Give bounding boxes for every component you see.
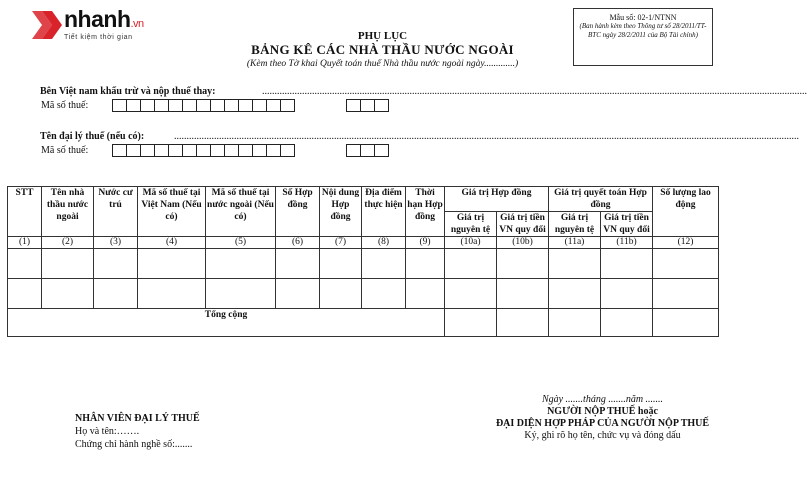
header-country: Nước cư trú [94, 187, 138, 237]
header-contract-original-currency: Giá trị nguyên tệ [445, 212, 497, 237]
header-stt: STT [8, 187, 42, 237]
tax-agent-tax-code-suffix-boxes[interactable] [347, 144, 389, 157]
header-contract-vnd: Giá trị tiền VN quy đổi [497, 212, 549, 237]
tax-agent-staff-title: NHÂN VIÊN ĐẠI LÝ THUẾ [75, 413, 200, 424]
header-settlement-original-currency: Giá trị nguyên tệ [549, 212, 601, 237]
table-row[interactable] [8, 249, 719, 279]
header-vn-tax-code: Mã số thuế tại Việt Nam (Nếu có) [138, 187, 206, 237]
total-row [8, 309, 719, 337]
column-index: (12) [653, 237, 719, 249]
taxpayer-title: NGƯỜI NỘP THUẾ hoặc [547, 406, 658, 417]
header-foreign-tax-code: Mã số thuế tại nước ngoài (Nếu có) [206, 187, 276, 237]
column-index: (6) [276, 237, 320, 249]
column-index: (10a) [445, 237, 497, 249]
header-contract-value: Giá trị Hợp đồng [445, 187, 549, 212]
logo-wordmark: nhanh.vn [64, 6, 144, 32]
column-index: (4) [138, 237, 206, 249]
vietnam-party-tax-code-boxes[interactable] [113, 99, 295, 112]
header-location: Địa điểm thực hiện [362, 187, 406, 237]
document-title: BẢNG KÊ CÁC NHÀ THẦU NƯỚC NGOÀI [251, 42, 514, 57]
header-contract-term: Thời hạn Hợp đồng [406, 187, 445, 237]
column-index: (10b) [497, 237, 549, 249]
vietnam-party-tax-code-label: Mã số thuế: [41, 100, 89, 111]
tax-agent-tax-code-label: Mã số thuế: [41, 145, 89, 156]
column-index: (2) [42, 237, 94, 249]
header-contract-number: Số Hợp đồng [276, 187, 320, 237]
tax-agent-cert-field: Chứng chỉ hành nghề số:....... [75, 439, 193, 450]
header-settlement-value: Giá trị quyết toán Hợp đồng [549, 187, 653, 212]
contractor-table [7, 186, 719, 337]
column-index-row [8, 237, 719, 249]
vietnam-party-tax-code-suffix-boxes[interactable] [347, 99, 389, 112]
tax-agent-tax-code-boxes[interactable] [113, 144, 295, 157]
header-contractor-name: Tên nhà thầu nước ngoài [42, 187, 94, 237]
header-labor-count: Số lượng lao động [653, 187, 719, 237]
column-index: (5) [206, 237, 276, 249]
tax-agent-label: Tên đại lý thuế (nếu có): [40, 131, 145, 142]
column-index: (9) [406, 237, 445, 249]
form-code-note: (Ban hành kèm theo Thông tư số 28/2011/TT-BTC ngày 28/2/2011 của Bộ Tài chính) [579, 22, 707, 39]
column-index: (1) [8, 237, 42, 249]
header-contract-content: Nội dung Hợp đồng [320, 187, 362, 237]
signature-instruction: Ký, ghi rõ họ tên, chức vụ và đóng dấu [524, 430, 681, 441]
total-label: Tổng cộng [8, 309, 445, 337]
legal-representative-title: ĐẠI DIỆN HỢP PHÁP CỦA NGƯỜI NỘP THUẾ [495, 418, 710, 429]
logo-tagline: Tiết kiệm thời gian [64, 34, 133, 41]
column-index: (8) [362, 237, 406, 249]
taxpayer-signature-block [460, 394, 745, 442]
tax-agent-signature-block [75, 412, 200, 451]
vietnam-party-label: Bên Việt nam khấu trừ và nộp thuế thay: [40, 86, 216, 97]
column-index: (11a) [549, 237, 601, 249]
column-index: (3) [94, 237, 138, 249]
form-code: Mẫu số: 02-1/NTNN [609, 13, 677, 22]
column-index: (7) [320, 237, 362, 249]
phu-luc-label: PHỤ LỤC [357, 30, 408, 42]
table-row[interactable] [8, 279, 719, 309]
vietnam-party-dots: .......................................................................................................................................................................................................................... [262, 86, 807, 97]
signature-date: Ngày .......tháng .......năm ....... [541, 394, 664, 405]
document-subtitle: (Kèm theo Tờ khai Quyết toán thuế Nhà thầu nước ngoài ngày.............) [246, 59, 519, 69]
tax-agent-name-field: Họ và tên:……. [75, 426, 140, 437]
tax-agent-dots: .......................................................................................................................................................................................................................................................... [174, 131, 799, 142]
column-index: (11b) [601, 237, 653, 249]
header-settlement-vnd: Giá trị tiền VN quy đổi [601, 212, 653, 237]
